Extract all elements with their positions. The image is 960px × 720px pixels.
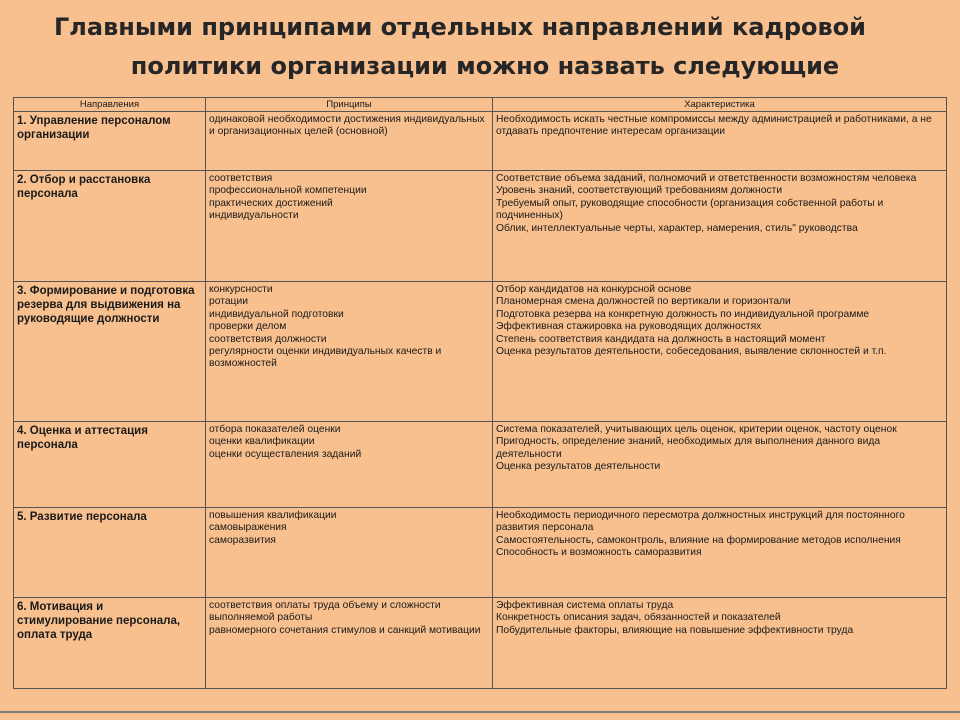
characteristic-item: Конкретность описания задач, обязанностей и показателей xyxy=(496,612,781,624)
direction-cell: 2. Отбор и расстановка персонала xyxy=(14,171,206,282)
principle-item: самовыражения xyxy=(209,522,287,534)
principle-item: индивидуальной подготовки xyxy=(209,308,344,320)
principle-item: соответствия xyxy=(209,173,273,184)
table-row xyxy=(14,422,947,508)
characteristics-cell xyxy=(493,112,947,171)
principles-cell xyxy=(206,112,493,171)
characteristics-cell xyxy=(493,171,947,282)
characteristic-item: Самостоятельность, самоконтроль, влияние на формирование методов исполнения xyxy=(496,534,901,546)
principle-item: профессиональной компетенции xyxy=(209,185,367,197)
characteristic-item: Необходимость периодичного пересмотра должностных инструкций для постоянного развития персонала xyxy=(496,510,905,534)
characteristic-item: Необходимость искать честные компромиссы между администрацией и работниками, а не отдавать предпочтение интересам организации xyxy=(496,114,932,138)
direction-cell: 4. Оценка и аттестация персонала xyxy=(14,422,206,508)
principle-item: одинаковой необходимости достижения индивидуальных и организационных целей (основной) xyxy=(209,114,485,138)
characteristic-item: Система показателей, учитывающих цель оценок, критерии оценок, частоту оценок xyxy=(496,424,897,435)
characteristics-cell xyxy=(493,508,947,598)
principle-item: равномерного сочетания стимулов и санкций мотивации xyxy=(209,624,481,636)
principle-item: проверки делом xyxy=(209,321,287,333)
principle-item: конкурсности xyxy=(209,284,273,295)
principle-item: оценки квалификации xyxy=(209,436,315,448)
characteristic-item: Облик, интеллектуальные черты, характер, намерения, стиль" руководства xyxy=(496,222,858,234)
header-principles: Принципы xyxy=(206,98,493,112)
direction-cell: 1. Управление персоналом организации xyxy=(14,112,206,171)
principle-item: регулярности оценки индивидуальных качеств и возможностей xyxy=(209,346,442,370)
header-characteristics: Характеристика xyxy=(493,98,947,112)
principles-cell xyxy=(206,171,493,282)
principle-item: оценки осуществления заданий xyxy=(209,448,362,460)
principle-item: отбора показателей оценки xyxy=(209,424,341,435)
slide-title-line-1: Главными принципами отдельных направлений кадровой xyxy=(54,13,866,41)
direction-cell: 6. Мотивация и стимулирование персонала, оплата труда xyxy=(14,598,206,689)
characteristic-item: Планомерная смена должностей по вертикали и горизонтали xyxy=(496,296,791,308)
characteristic-item: Подготовка резерва на конкретную должность по индивидуальной программе xyxy=(496,308,870,320)
table-edge-tick xyxy=(946,575,947,584)
characteristic-item: Побудительные факторы, влияющие на повышение эффективности труда xyxy=(496,624,854,636)
table-row xyxy=(14,508,947,598)
slide-title-line-2: политики организации можно назвать следующие xyxy=(130,52,840,80)
direction-cell: 3. Формирование и подготовка резерва для выдвижения на руководящие должности xyxy=(14,282,206,422)
characteristic-item: Уровень знаний, соответствующий требованиям должности xyxy=(496,185,783,197)
table-header-row xyxy=(14,98,947,112)
header-directions: Направления xyxy=(14,98,206,112)
principles-cell xyxy=(206,508,493,598)
direction-cell: 5. Развитие персонала xyxy=(14,508,206,598)
characteristic-item: Требуемый опыт, руководящие способности (организация собственной работы и подчиненных) xyxy=(496,197,884,222)
table-row xyxy=(14,171,947,282)
characteristics-cell xyxy=(493,282,947,422)
characteristic-item: Оценка результатов деятельности xyxy=(496,461,661,473)
characteristic-item: Пригодность, определение знаний, необходимых для выполнения данного вида деятельности xyxy=(496,436,881,460)
table-row xyxy=(14,282,947,422)
slide-title xyxy=(0,8,960,86)
principle-item: индивидуальности xyxy=(209,210,299,222)
principles-cell xyxy=(206,282,493,422)
characteristic-item: Степень соответствия кандидата на должность в настоящий момент xyxy=(496,333,826,345)
characteristic-item: Оценка результатов деятельности, собеседования, выявление склонностей и т.п. xyxy=(496,346,887,358)
table-row xyxy=(14,598,947,689)
principle-item: повышения квалификации xyxy=(209,510,337,521)
principles-cell xyxy=(206,598,493,689)
principle-item: соответствия должности xyxy=(209,333,327,345)
characteristic-item: Эффективная стажировка на руководящих должностях xyxy=(496,321,762,333)
table-row xyxy=(14,112,947,171)
principles-cell xyxy=(206,422,493,508)
principle-item: практических достижений xyxy=(209,197,333,209)
characteristic-item: Отбор кандидатов на конкурсной основе xyxy=(496,284,692,295)
characteristic-item: Эффективная система оплаты труда xyxy=(496,600,674,611)
characteristic-item: Способность и возможность саморазвития xyxy=(496,547,702,559)
characteristics-cell xyxy=(493,422,947,508)
characteristics-cell xyxy=(493,598,947,689)
principle-item: саморазвития xyxy=(209,534,277,546)
characteristic-item: Соответствие объема заданий, полномочий и ответственности возможностям человека xyxy=(496,173,917,184)
principle-item: ротации xyxy=(209,296,248,308)
bottom-rule xyxy=(0,711,960,713)
principle-item: соответствия оплаты труда объему и сложности выполняемой работы xyxy=(209,600,441,624)
principles-table xyxy=(13,97,947,689)
